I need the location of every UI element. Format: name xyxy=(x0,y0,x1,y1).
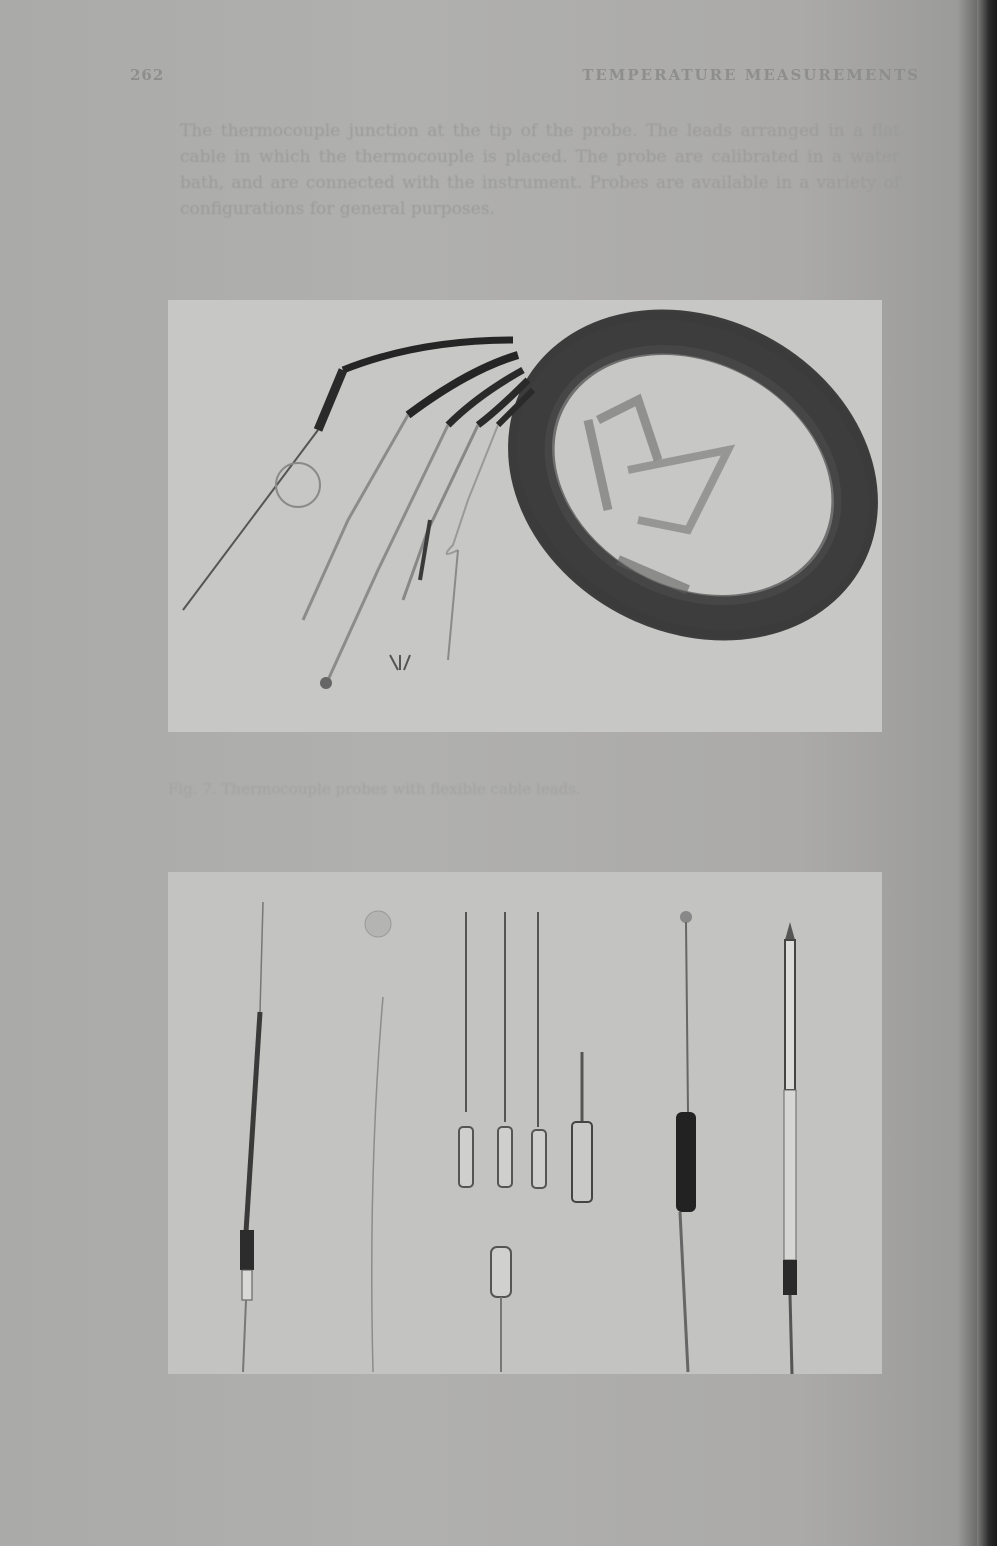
figure-individual-probes xyxy=(168,872,882,1374)
running-head xyxy=(130,66,920,88)
paragraph-text: The thermocouple junction at the tip of the probe. The leads arranged in a flat cable in which the thermocouple is placed. The probe are calibrated in a water bath, and are connected with the instrument. Probes are available in a variety of configurations for general purposes. xyxy=(180,121,900,219)
coiled-cable-illustration xyxy=(168,300,882,732)
probes-illustration xyxy=(168,872,882,1374)
book-spine xyxy=(977,0,997,1546)
body-paragraph xyxy=(180,118,900,222)
section-title: TEMPERATURE MEASUREMENTS xyxy=(582,66,920,84)
figure1-caption xyxy=(168,778,888,800)
page-number: 262 xyxy=(130,66,165,84)
figure-coiled-cable-probes xyxy=(168,300,882,732)
figure1-caption-text: Fig. 7. Thermocouple probes with flexible cable leads. xyxy=(168,780,581,798)
